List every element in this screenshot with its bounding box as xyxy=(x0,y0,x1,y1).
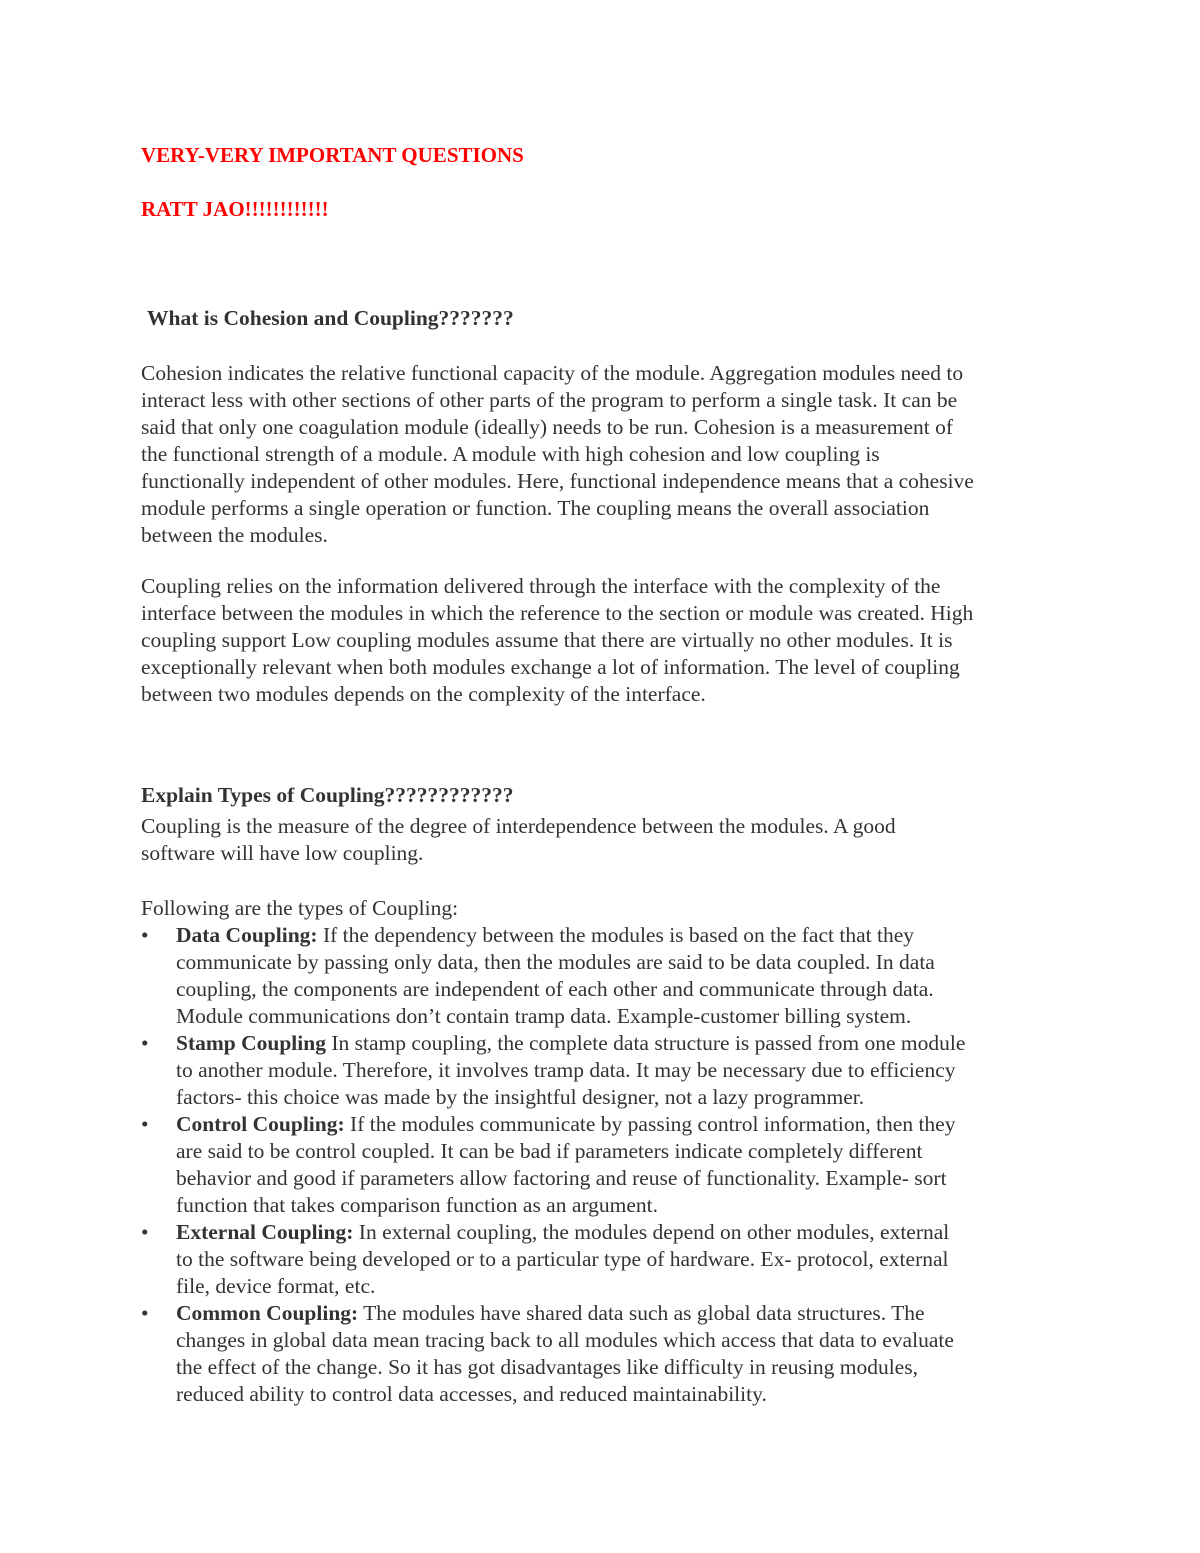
coupling-types-list xyxy=(141,922,965,1408)
text-line xyxy=(176,949,965,976)
bullet-icon: • xyxy=(141,923,149,947)
text-line: functionally independent of other modules. Here, functional independence means that a cohesive xyxy=(141,469,974,493)
text-line xyxy=(176,1327,965,1354)
question-2-heading: Explain Types of Coupling???????????? xyxy=(141,783,514,807)
text-line xyxy=(176,1219,965,1246)
text-line xyxy=(176,1003,965,1030)
text-line xyxy=(176,922,965,949)
item-text: reduced ability to control data accesses, and reduced maintainability. xyxy=(176,1382,767,1406)
item-text: coupling, the components are independent of each other and communicate through data. xyxy=(176,977,934,1001)
question-1-heading: What is Cohesion and Coupling??????? xyxy=(147,306,514,330)
text-line: interact less with other sections of other parts of the program to perform a single task. It can be xyxy=(141,388,958,412)
item-text: In external coupling, the modules depend on other modules, external xyxy=(353,1220,950,1244)
text-line: Cohesion indicates the relative functional capacity of the module. Aggregation modules need to xyxy=(141,361,964,385)
text-line: Coupling relies on the information delivered through the interface with the complexity of the xyxy=(141,574,941,598)
types-intro: Following are the types of Coupling: xyxy=(141,896,459,920)
text-line xyxy=(176,1030,965,1057)
text-line: module performs a single operation or function. The coupling means the overall association xyxy=(141,496,930,520)
text-line: Coupling is the measure of the degree of interdependence between the modules. A good xyxy=(141,814,896,838)
text-line: software will have low coupling. xyxy=(141,841,424,865)
text-line: coupling support Low coupling modules assume that there are virtually no other modules. It is xyxy=(141,628,953,652)
text-line xyxy=(176,1192,965,1219)
item-text: The modules have shared data such as global data structures. The xyxy=(358,1301,925,1325)
bullet-icon: • xyxy=(141,1220,149,1244)
text-line xyxy=(176,1057,965,1084)
item-text: to another module. Therefore, it involves tramp data. It may be necessary due to efficiency xyxy=(176,1058,956,1082)
item-text: communicate by passing only data, then the modules are said to be data coupled. In data xyxy=(176,950,935,974)
text-line: exceptionally relevant when both modules exchange a lot of information. The level of coupling xyxy=(141,655,960,679)
document-title: VERY-VERY IMPORTANT QUESTIONS xyxy=(141,143,524,167)
text-line: interface between the modules in which the reference to the section or module was created. High xyxy=(141,601,974,625)
text-line xyxy=(176,1111,965,1138)
text-line: between two modules depends on the complexity of the interface. xyxy=(141,682,706,706)
bullet-icon: • xyxy=(141,1112,149,1136)
item-label: Stamp Coupling xyxy=(176,1031,326,1055)
item-text: file, device format, etc. xyxy=(176,1274,376,1298)
item-label: Data Coupling: xyxy=(176,923,318,947)
item-text: changes in global data mean tracing back to all modules which access that data to evaluate xyxy=(176,1328,954,1352)
text-line xyxy=(176,1138,965,1165)
text-line xyxy=(176,1084,965,1111)
question-1-paragraph-1 xyxy=(141,360,974,549)
text-line xyxy=(176,1300,965,1327)
text-line xyxy=(176,976,965,1003)
item-text: are said to be control coupled. It can be bad if parameters indicate completely different xyxy=(176,1139,923,1163)
item-text: the effect of the change. So it has got disadvantages like difficulty in reusing modules, xyxy=(176,1355,918,1379)
item-text: Module communications don’t contain tramp data. Example-customer billing system. xyxy=(176,1004,912,1028)
bullet-icon: • xyxy=(141,1301,149,1325)
item-label: Control Coupling: xyxy=(176,1112,345,1136)
text-line xyxy=(176,1165,965,1192)
item-text: to the software being developed or to a particular type of hardware. Ex- protocol, external xyxy=(176,1247,949,1271)
list-item xyxy=(141,922,965,1030)
item-label: Common Coupling: xyxy=(176,1301,359,1325)
text-line xyxy=(176,1381,965,1408)
item-text: behavior and good if parameters allow factoring and reuse of functionality. Example- sort xyxy=(176,1166,947,1190)
bullet-icon: • xyxy=(141,1031,149,1055)
list-item xyxy=(141,1030,965,1111)
item-text: In stamp coupling, the complete data structure is passed from one module xyxy=(325,1031,966,1055)
question-2-intro xyxy=(141,813,896,867)
list-item xyxy=(141,1219,965,1300)
item-text: If the dependency between the modules is based on the fact that they xyxy=(317,923,914,947)
item-text: If the modules communicate by passing control information, then they xyxy=(344,1112,956,1136)
text-line: said that only one coagulation module (ideally) needs to be run. Cohesion is a measurement of xyxy=(141,415,954,439)
list-item xyxy=(141,1111,965,1219)
list-item xyxy=(141,1300,965,1408)
item-text: function that takes comparison function as an argument. xyxy=(176,1193,659,1217)
text-line xyxy=(176,1354,965,1381)
text-line xyxy=(176,1246,965,1273)
item-text: factors- this choice was made by the insightful designer, not a lazy programmer. xyxy=(176,1085,865,1109)
text-line xyxy=(176,1273,965,1300)
document-subtitle: RATT JAO!!!!!!!!!!!! xyxy=(141,197,329,221)
text-line: the functional strength of a module. A module with high cohesion and low coupling is xyxy=(141,442,880,466)
item-label: External Coupling: xyxy=(176,1220,354,1244)
text-line: between the modules. xyxy=(141,523,328,547)
question-1-paragraph-2 xyxy=(141,573,973,708)
